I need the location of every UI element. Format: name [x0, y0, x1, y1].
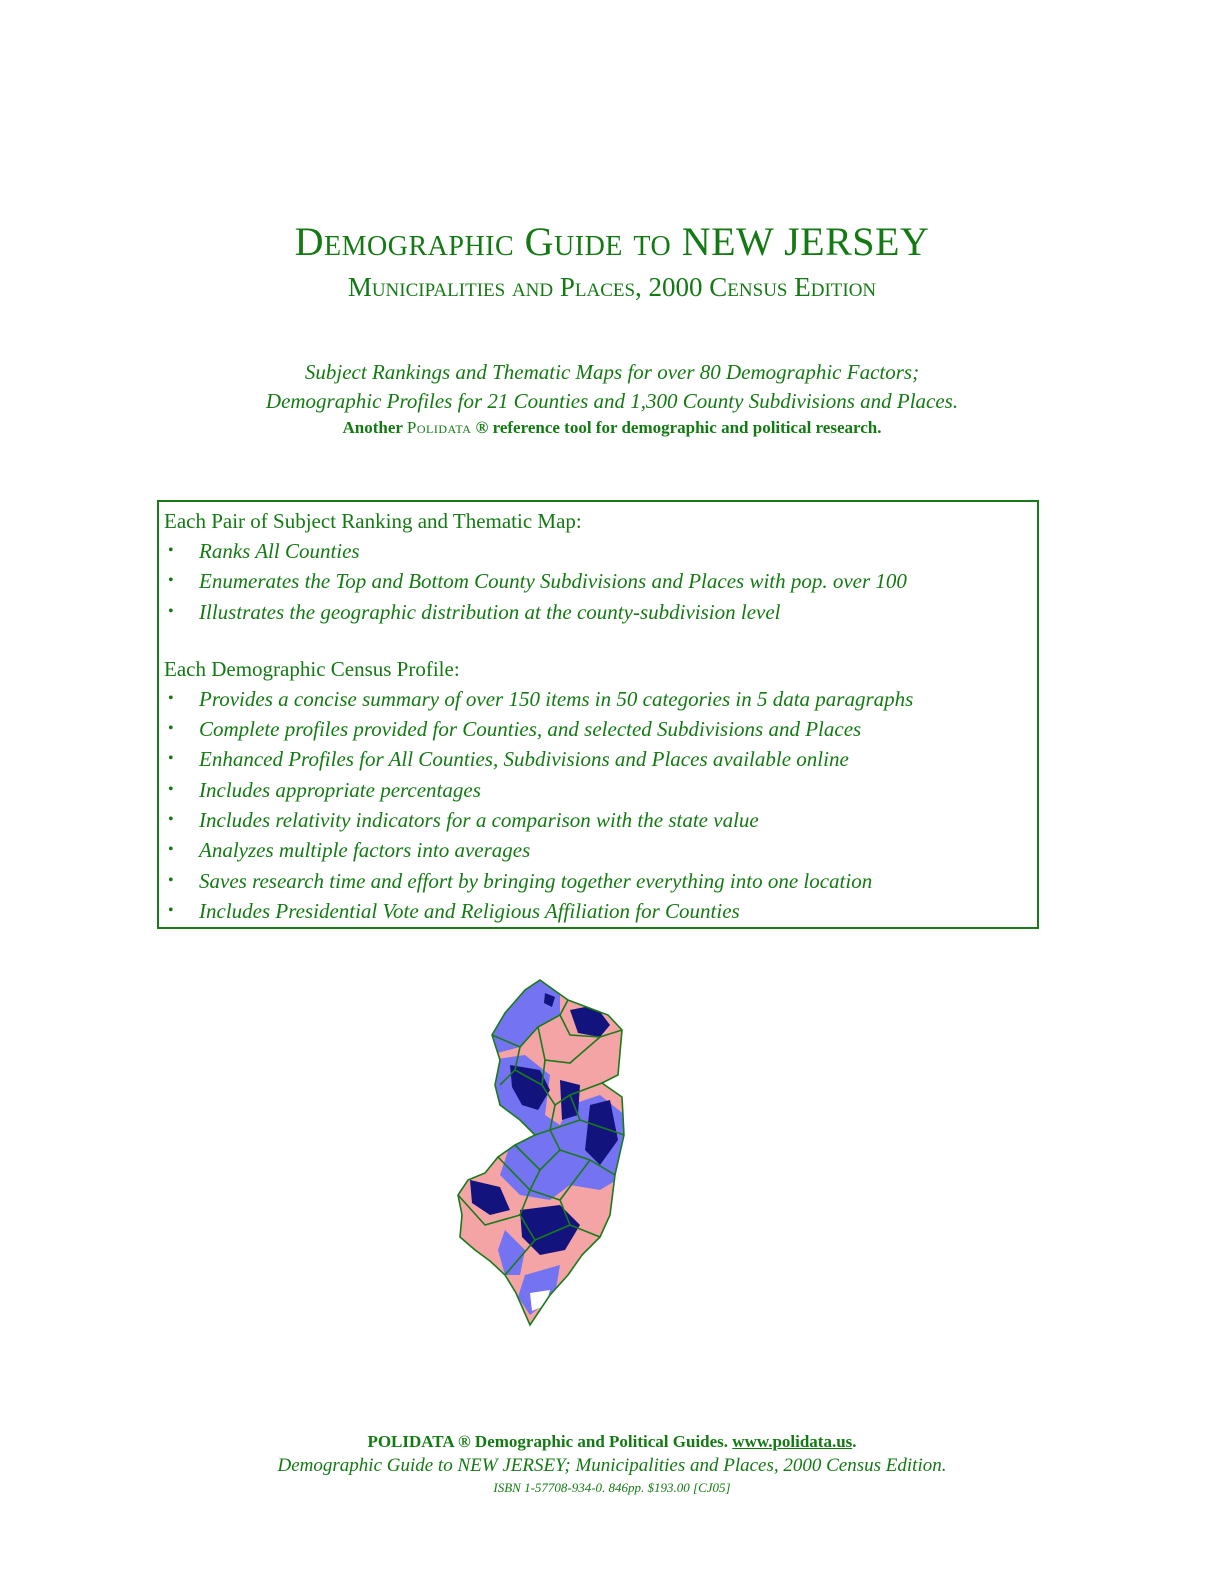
- profile-list: [164, 684, 1037, 926]
- tagline-suffix: ® reference tool for demographic and political research.: [471, 418, 882, 437]
- tagline-line-1: Subject Rankings and Thematic Maps for over 80 Demographic Factors;: [304, 360, 920, 384]
- list-item: [164, 805, 1037, 835]
- list-item-text: Ranks All Counties: [199, 539, 360, 563]
- list-item-text: Complete profiles provided for Counties, and selected Subdivisions and Places: [199, 717, 862, 742]
- bullet-icon: •: [168, 780, 174, 798]
- footer-isbn: ISBN 1-57708-934-0. 846pp. $193.00 [CJ05]: [493, 1480, 731, 1495]
- bullet-icon: •: [168, 602, 174, 620]
- bullet-icon: •: [168, 750, 174, 768]
- page-title: Demographic Guide to NEW JERSEY: [294, 219, 930, 264]
- features-box: [157, 500, 1039, 929]
- bullet-icon: •: [168, 689, 174, 707]
- bullet-icon: •: [168, 720, 174, 738]
- bullet-icon: •: [168, 572, 174, 590]
- list-item: [164, 744, 1037, 774]
- bullet-icon: •: [168, 841, 174, 859]
- list-item-text: Includes relativity indicators for a comparison with the state value: [199, 808, 759, 833]
- polidata-website-link[interactable]: www.polidata.us: [732, 1432, 853, 1451]
- tagline-line-3: [0, 418, 1224, 438]
- list-item: [164, 684, 1037, 714]
- footer-book-title: Demographic Guide to NEW JERSEY; Municipalities and Places, 2000 Census Edition.: [277, 1455, 947, 1476]
- list-item: [164, 835, 1037, 865]
- bullet-icon: •: [168, 901, 174, 919]
- bullet-icon: •: [168, 811, 174, 829]
- list-item-text: Illustrates the geographic distribution at the county-subdivision level: [199, 599, 781, 624]
- list-item-text: Includes Presidential Vote and Religious Affiliation for Counties: [199, 898, 740, 923]
- new-jersey-thematic-map: [450, 975, 650, 1330]
- ranking-list: [164, 536, 1037, 627]
- list-item: [164, 536, 1037, 566]
- list-item-text: Enumerates the Top and Bottom County Subdivisions and Places with pop. over 100: [199, 569, 907, 594]
- list-item-text: Enhanced Profiles for All Counties, Subdivisions and Places available online: [199, 747, 849, 772]
- tagline-line-2: Demographic Profiles for 21 Counties and 1,300 County Subdivisions and Places.: [265, 389, 959, 413]
- page-subtitle: Municipalities and Places, 2000 Census Edition: [347, 272, 877, 302]
- profile-heading: Each Demographic Census Profile:: [164, 656, 460, 681]
- list-item-text: Analyzes multiple factors into averages: [199, 838, 531, 863]
- list-item-text: Saves research time and effort by bringing together everything into one location: [199, 868, 873, 893]
- list-item: [164, 714, 1037, 744]
- list-item-text: Provides a concise summary of over 150 items in 50 categories in 5 data paragraphs: [199, 686, 914, 711]
- list-item: [164, 597, 1037, 627]
- footer-publisher-end: .: [852, 1432, 857, 1451]
- list-item: [164, 775, 1037, 805]
- ranking-heading: Each Pair of Subject Ranking and Thematic Map:: [164, 509, 582, 533]
- list-item: [164, 866, 1037, 896]
- tagline-prefix: Another: [342, 418, 407, 437]
- bullet-icon: •: [168, 542, 174, 559]
- tagline-brand: Polidata: [406, 418, 472, 437]
- list-item-text: Includes appropriate percentages: [199, 777, 481, 802]
- footer-publisher: [0, 1432, 1224, 1452]
- list-item: [164, 566, 1037, 596]
- bullet-icon: •: [168, 871, 174, 889]
- footer-publisher-text: POLIDATA ® Demographic and Political Guides.: [367, 1432, 733, 1451]
- list-item: [164, 896, 1037, 926]
